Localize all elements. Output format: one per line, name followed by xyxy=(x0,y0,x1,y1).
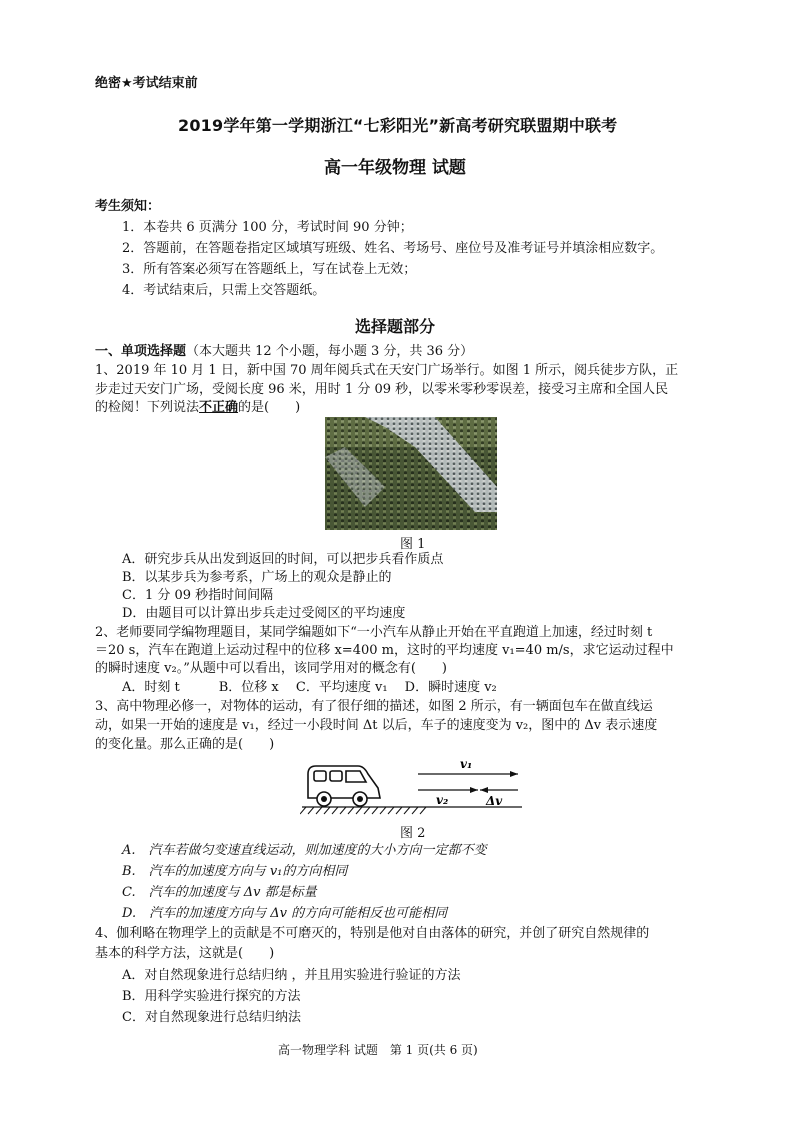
q1-stem-line: 1、2019 年 10 月 1 日，新中国 70 周年阅兵式在天安门广场举行。如图 1 所示，阅兵徒步方队，正 xyxy=(95,363,679,378)
q2-stem-line: ＝20 s，汽车在跑道上运动过程中的位移 x=400 m，这时的平均速度 v₁=40 m/s，求它运动过程中 xyxy=(95,643,674,658)
dv-label: Δv xyxy=(486,794,503,808)
page-footer: 高一物理学科 试题 第 1 页(共 6 页) xyxy=(278,1043,478,1057)
notice-item: 4．考试结束后，只需上交答题纸。 xyxy=(122,283,326,298)
q4-option-b: B．用科学实验进行探究的方法 xyxy=(122,989,301,1004)
part-heading-note: （本大题共 12 个小题，每小题 3 分，共 36 分） xyxy=(186,344,474,359)
section-title: 选择题部分 xyxy=(355,317,436,336)
q1-stem-text: 的检阅！下列说法 xyxy=(95,400,200,415)
q1-stem-text: 的是( ) xyxy=(238,400,301,415)
v1-label: v₁ xyxy=(460,757,473,771)
q1-option-b: B．以某步兵为参考系，广场上的观众是静止的 xyxy=(122,570,392,585)
v1-arrowhead xyxy=(510,771,518,777)
part-heading-label: 一、单项选择题 xyxy=(95,344,187,359)
confidential-label: 绝密★考试结束前 xyxy=(95,76,198,91)
q2-stem-line: 2、老师要同学编物理题目，某同学编题如下“一小汽车从静止开始在平直跑道上加速，经过时刻 t xyxy=(95,625,653,640)
q1-stem-line xyxy=(95,399,300,417)
parade-photo xyxy=(325,417,497,530)
dv-arrowhead xyxy=(480,787,488,793)
figure-2 xyxy=(300,756,530,820)
v2-arrowhead xyxy=(470,787,478,793)
q3-option-b: B. 汽车的加速度方向与 v₁的方向相同 xyxy=(122,864,348,879)
q4-option-c: C．对自然现象进行总结归纳法 xyxy=(122,1010,301,1025)
q2-options: A．时刻 t B．位移 x C．平均速度 v₁ D．瞬时速度 v₂ xyxy=(122,680,497,695)
q1-stem-line: 步走过天安门广场，受阅长度 96 米，用时 1 分 09 秒，以零米零秒零误差，接受习主席和全国人民 xyxy=(95,382,669,397)
q1-option-a: A．研究步兵从出发到返回的时间，可以把步兵看作质点 xyxy=(122,552,444,567)
q4-stem-line: 基本的科学方法，这就是( ) xyxy=(95,946,275,961)
v2-label: v₂ xyxy=(436,793,449,807)
notice-item: 2．答题前，在答题卷指定区域填写班级、姓名、考场号、座位号及准考证号并填涂相应数字。 xyxy=(122,241,664,256)
notice-item: 3．所有答案必须写在答题纸上，写在试卷上无效； xyxy=(122,262,417,277)
van-vector-diagram xyxy=(300,756,530,820)
q3-stem-line: 3、高中物理必修一，对物体的运动，有了很仔细的描述，如图 2 所示，有一辆面包车在做直线运 xyxy=(95,699,653,714)
notice-heading: 考生须知： xyxy=(95,199,161,214)
q1-emphasis: 不正确 xyxy=(199,400,239,415)
q3-stem-line: 动，如果一开始的速度是 v₁，经过一小段时间 Δt 以后，车子的速度变为 v₂，图中的 Δv 表示速度 xyxy=(95,718,658,733)
q2-stem-line: 的瞬时速度 v₂。”从题中可以看出，该同学用对的概念有( ) xyxy=(95,661,447,676)
figure-1-caption: 图 1 xyxy=(400,537,426,552)
q4-option-a: A．对自然现象进行总结归纳 ，并且用实验进行验证的方法 xyxy=(122,968,461,983)
q3-option-d: D. 汽车的加速度方向与 Δv 的方向可能相反也可能相同 xyxy=(122,906,448,921)
q3-option-c: C. 汽车的加速度与 Δv 都是标量 xyxy=(122,885,317,900)
notice-item: 1．本卷共 6 页满分 100 分，考试时间 90 分钟； xyxy=(122,220,413,235)
q1-option-c: C．1 分 09 秒指时间间隔 xyxy=(122,588,274,603)
exam-title: 2019学年第一学期浙江“七彩阳光”新高考研究联盟期中联考 xyxy=(178,116,618,135)
q4-stem-line: 4、伽利略在物理学上的贡献是不可磨灭的，特别是他对自由落体的研究，并创了研究自然规律的 xyxy=(95,926,650,941)
parade-photo-graphic xyxy=(325,417,497,530)
figure-2-caption: 图 2 xyxy=(400,826,426,841)
ground-hatching xyxy=(300,807,426,814)
q3-stem-line: 的变化量。那么正确的是( ) xyxy=(95,737,275,752)
q3-option-a: A. 汽车若做匀变速直线运动，则加速度的大小方向一定都不变 xyxy=(122,843,487,858)
exam-subtitle: 高一年级物理 试题 xyxy=(324,158,466,178)
q1-option-d: D．由题目可以计算出步兵走过受阅区的平均速度 xyxy=(122,606,406,621)
part-heading xyxy=(95,343,473,361)
